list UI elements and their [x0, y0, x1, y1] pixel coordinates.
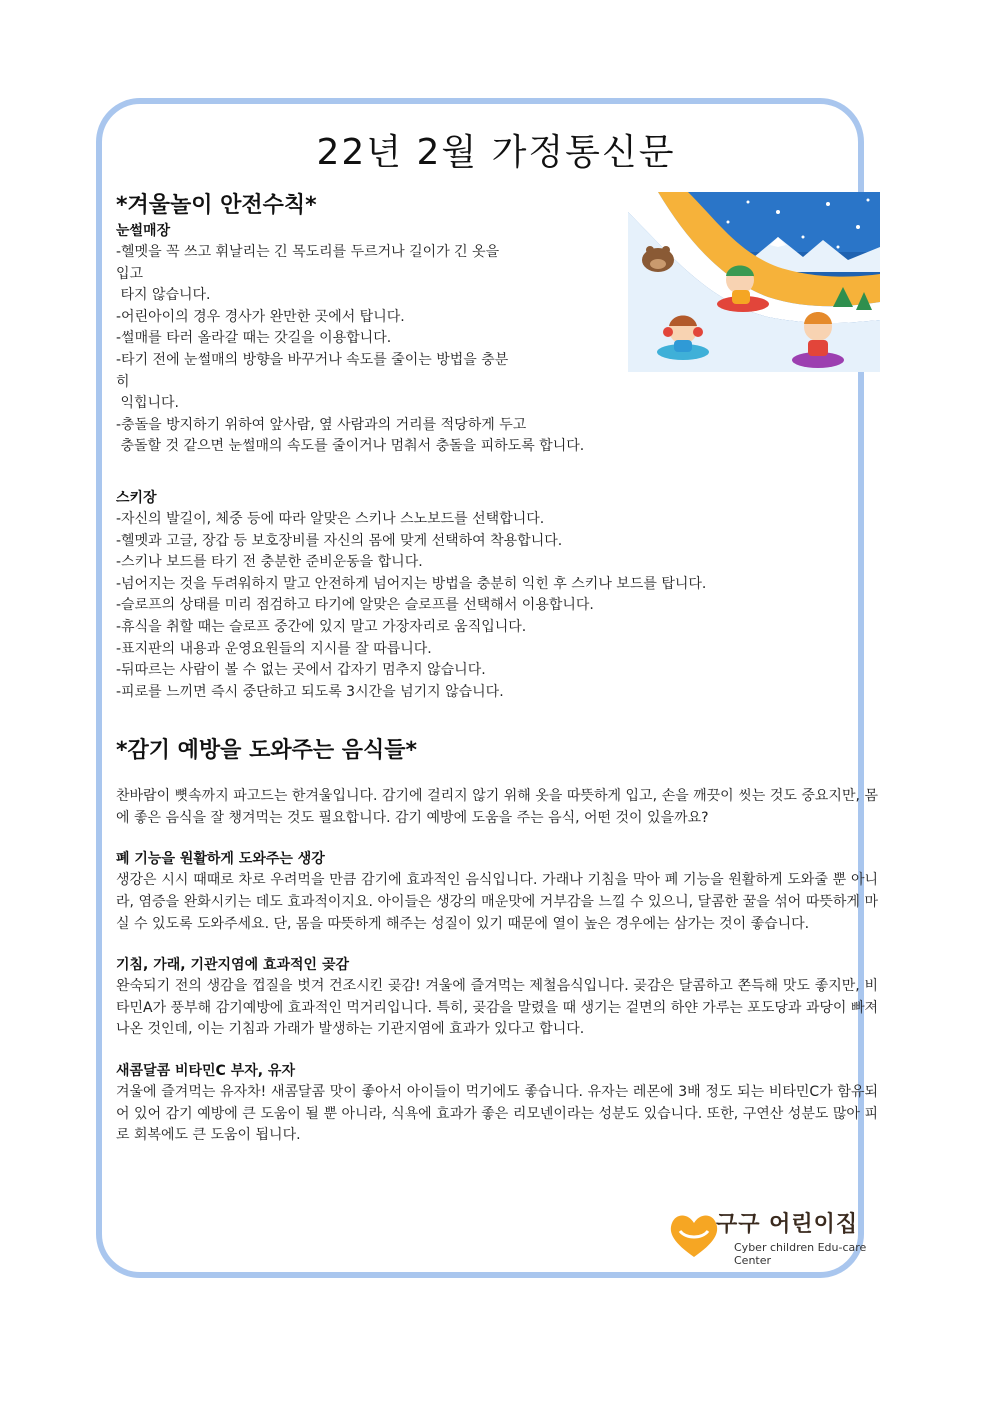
newsletter-body: [116, 188, 878, 1147]
sled-line: -썰매를 타러 올라갈 때는 갓길을 이용합니다.: [116, 330, 392, 347]
sled-line: 충돌할 것 같으면 눈썰매의 속도를 줄이거나 멈춰서 충돌을 피하도록 합니다.: [116, 438, 585, 455]
sled-line: 익힙니다.: [116, 395, 179, 412]
ski-line: -표지판의 내용과 운영요원들의 지시를 잘 따릅니다.: [116, 640, 432, 657]
intro-paragraph: 찬바람이 뼛속까지 파고드는 한겨울입니다. 감기에 걸리지 않기 위해 옷을 따뜻하게 입고, 손을 깨끗이 씻는 것도 중요지만, 몸에 좋은 음식을 잘 챙겨먹는 것도 필요합니다. 감기 예방에 도움을 주는 음식, 어떤 것이 있을까요?: [116, 788, 878, 826]
logo-name: 구구 어린이집: [716, 1212, 859, 1237]
ski-line: -피로를 느끼면 즉시 중단하고 되도록 3시간을 넘기지 않습니다.: [116, 683, 504, 700]
paragraph-dried-persimmon: 완숙되기 전의 생감을 껍질을 벗겨 건조시킨 곶감! 겨울에 즐겨먹는 제철음식입니다. 곶감은 달콤하고 쫀득해 맛도 좋지만, 비타민A가 풍부해 감기예방에 효과적인 먹거리입니다. 특히, 곶감을 말렸을 때 생기는 겉면의 하얀 가루는 포도당과 과당이 빠져나온 것인데, 이는 기침과 가래가 발생하는 기관지염에 효과가 있다고 합니다.: [116, 978, 878, 1038]
ski-line: -휴식을 취할 때는 슬로프 중간에 있지 말고 가장자리로 움직입니다.: [116, 618, 527, 635]
paragraph-yuzu: 겨울에 즐겨먹는 유자차! 새콤달콤 맛이 좋아서 아이들이 먹기에도 좋습니다. 유자는 레몬에 3배 정도 되는 비타민C가 함유되어 있어 감기 예방에 큰 도움이 될 뿐 아니라, 식욕에 효과가 좋은 리모넨이라는 성분도 있습니다. 또한, 구연산 성분도 많아 피로 회복에도 큰 도움이 됩니다.: [116, 1084, 878, 1144]
sled-section: [116, 221, 878, 458]
ski-line: -뒤따르는 사람이 볼 수 없는 곳에서 갑자기 멈추지 않습니다.: [116, 662, 486, 679]
section-heading-winter-safety: *겨울놀이 안전수칙*: [116, 193, 317, 218]
subheading-ski: 스키장: [116, 489, 157, 506]
subheading-yuzu: 새콤달콤 비타민C 부자, 유자: [116, 1063, 295, 1080]
paragraph-ginger: 생강은 시시 때때로 차로 우려먹을 만큼 감기에 효과적인 음식입니다. 가래나 기침을 막아 폐 기능을 원활하게 도와줄 뿐 아니라, 염증을 완화시키는 데도 효과적이지요. 아이들은 생강의 매운맛에 거부감을 느낄 수 있으니, 달콤한 꿀을 섞어 따뜻하게 마실 수 있도록 도와주세요. 단, 몸을 따뜻하게 해주는 성질이 있기 때문에 열이 높은 경우에는 삼가는 것이 좋습니다.: [116, 872, 878, 932]
sled-line: -어린아이의 경우 경사가 완만한 곳에서 탑니다.: [116, 308, 405, 325]
ski-line: -자신의 발길이, 체중 등에 따라 알맞은 스키나 스노보드를 선택합니다.: [116, 510, 545, 527]
daycare-logo: [664, 1205, 879, 1265]
sled-line: -헬멧을 꼭 쓰고 휘날리는 긴 목도리를 두르거나 길이가 긴 옷을: [116, 244, 500, 260]
ski-line: -슬로프의 상태를 미리 점검하고 타기에 알맞은 슬로프를 선택해서 이용합니다.: [116, 597, 594, 614]
ski-line: -넘어지는 것을 두려워하지 말고 안전하게 넘어지는 방법을 충분히 익힌 후 스키나 보드를 탑니다.: [116, 575, 707, 592]
sled-line: 타지 않습니다.: [116, 287, 211, 304]
ski-section: [116, 488, 878, 703]
page-title: 22년 2월 가정통신문: [316, 132, 676, 173]
sled-line: 히: [116, 373, 130, 390]
subheading-dried-persimmon: 기침, 가래, 기관지염에 효과적인 곶감: [116, 957, 349, 974]
sled-line: -타기 전에 눈썰매의 방향을 바꾸거나 속도를 줄이는 방법을 충분: [116, 351, 509, 368]
sled-line: -충돌을 방지하기 위하여 앞사람, 옆 사람과의 거리를 적당하게 두고: [116, 416, 527, 433]
ski-line: -스키나 보드를 타기 전 충분한 준비운동을 합니다.: [116, 554, 423, 571]
sled-line: 입고: [116, 265, 144, 282]
subheading-sled: 눈썰매장: [116, 223, 171, 239]
logo-subtitle: Cyber children Edu-care Center: [734, 1241, 867, 1267]
subheading-ginger: 폐 기능을 원활하게 도와주는 생강: [116, 851, 325, 868]
ski-line: -헬멧과 고글, 장갑 등 보호장비를 자신의 몸에 맞게 선택하여 착용합니다.: [116, 532, 563, 549]
section-heading-cold-prevention: *감기 예방을 도와주는 음식들*: [116, 738, 418, 764]
heart-logo-icon: [664, 1205, 724, 1265]
